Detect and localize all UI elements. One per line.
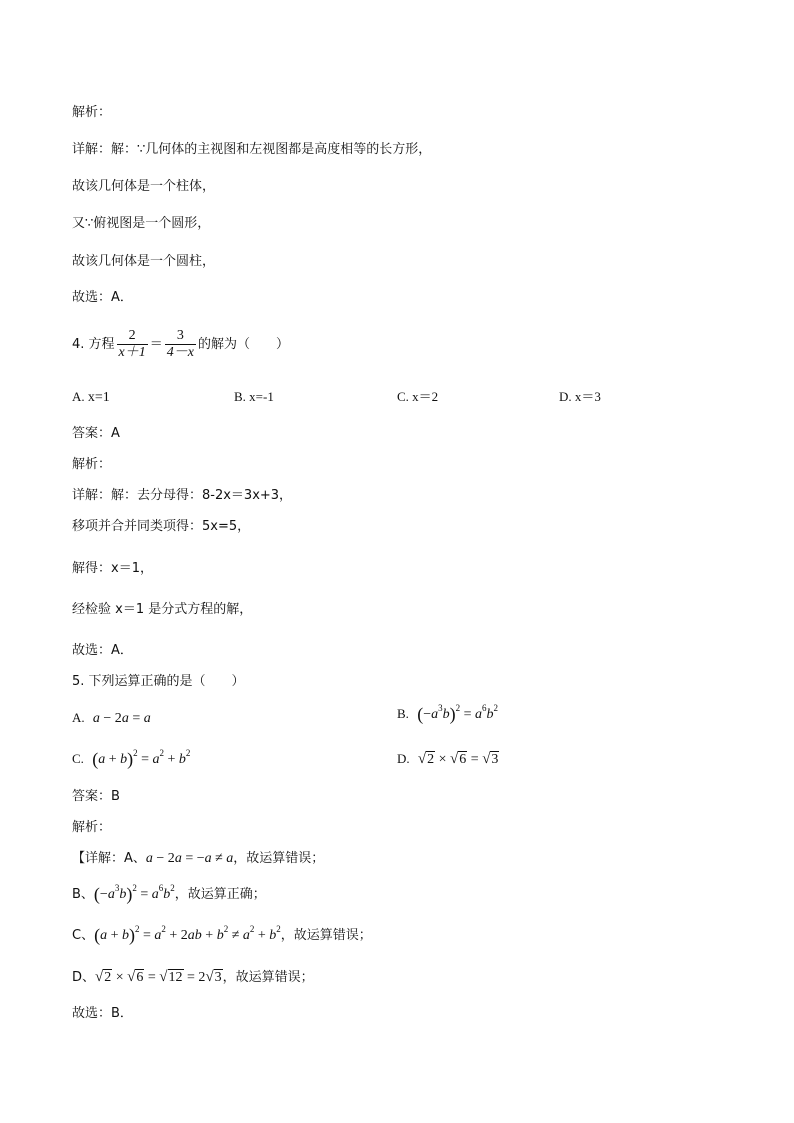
question-4-stem xyxy=(72,326,289,363)
q5-option-a: A. a − 2a = a xyxy=(72,710,151,726)
q5-option-c: C. $(a + b)^2 = a^2 + b^2$ xyxy=(72,748,191,769)
q4-option-b-value: x=-1 xyxy=(249,389,274,404)
detail-5-a: 【详解：A、a − 2a = −a ≠ a，故运算错误； xyxy=(72,851,325,866)
detail-5-b: B、$(-a^3b)^2 = a^6b^2$，故运算正确； xyxy=(72,883,266,904)
answer-5: 答案：B xyxy=(72,789,120,804)
q4-option-c-label: C. xyxy=(397,389,409,404)
detail-5-d: D、√2 × √6 = √12 = 2√3，故运算错误； xyxy=(72,969,314,985)
q5-option-a-label: A. xyxy=(72,710,85,725)
detail-5-d-tail: ，故运算错误； xyxy=(222,970,314,985)
q4-option-a xyxy=(72,388,110,407)
choice-4: 故选：A． xyxy=(72,643,133,658)
q5-option-d: D. √2 × √6 = √3 xyxy=(397,751,499,767)
q4-number: 4. 方程 xyxy=(72,337,115,352)
q4-option-d-value: x＝3 xyxy=(574,389,601,404)
analysis-label-3: 解析： xyxy=(72,105,112,120)
q4-frac2-denominator: 4－x xyxy=(166,345,194,360)
q4-option-d xyxy=(559,388,601,406)
q4-fraction-1 xyxy=(117,328,148,361)
detail-5-a-prefix: 【详解：A、 xyxy=(72,851,146,866)
detail-5-c-tail: ，故运算错误； xyxy=(280,928,372,943)
detail-4-line3: 解得：x＝1， xyxy=(72,561,153,576)
q4-frac1-denominator: x＋1 xyxy=(118,345,146,360)
analysis-label-5: 解析： xyxy=(72,820,112,835)
detail-3-line3: 又∵俯视图是一个圆形， xyxy=(72,216,211,231)
detail-5-a-tail: ，故运算错误； xyxy=(233,851,325,866)
detail-4-line1: 详解：解：去分母得：8-2x＝3x+3， xyxy=(72,488,293,503)
detail-4-line2: 移项并合并同类项得：5x=5， xyxy=(72,519,251,534)
detail-5-b-prefix: B、 xyxy=(72,887,94,902)
q4-frac2-numerator: 3 xyxy=(176,328,184,343)
detail-4-line4: 经检验 x＝1 是分式方程的解， xyxy=(72,602,253,617)
detail-5-b-tail: ，故运算正确； xyxy=(174,887,266,902)
q4-fraction-2 xyxy=(165,328,196,361)
q4-frac1-numerator: 2 xyxy=(128,328,136,343)
q4-option-d-label: D. xyxy=(559,389,572,404)
q4-option-c xyxy=(397,388,438,406)
q4-option-b-label: B. xyxy=(234,389,246,404)
analysis-label-4: 解析： xyxy=(72,457,112,472)
q5-option-d-label: D. xyxy=(397,751,410,766)
q4-equals: ＝ xyxy=(149,336,163,351)
q5-option-b-label: B. xyxy=(397,706,409,721)
q5-option-c-label: C. xyxy=(72,751,84,766)
detail-5-d-prefix: D、 xyxy=(72,970,96,985)
q5-option-b: B. $(-a^3b)^2 = a^6b^2$ xyxy=(397,703,498,724)
detail-5-c-prefix: C、 xyxy=(72,928,95,943)
q4-option-a-value: x=1 xyxy=(87,390,110,405)
detail-3-line1: 详解：解：∵几何体的主视图和左视图都是高度相等的长方形， xyxy=(72,142,432,157)
q4-option-b xyxy=(234,388,274,406)
answer-4: 答案：A xyxy=(72,426,120,441)
choice-3: 故选：A． xyxy=(72,290,133,305)
detail-3-line4: 故该几何体是一个圆柱， xyxy=(72,254,216,269)
choice-5: 故选：B． xyxy=(72,1006,133,1021)
q4-option-c-value: x＝2 xyxy=(412,389,439,404)
question-5-stem: 5. 下列运算正确的是（ ） xyxy=(72,674,245,689)
detail-5-c: C、$(a + b)^2 = a^2 + 2ab + b^2 \ne a^2 + b^2$，故运算错误； xyxy=(72,924,372,945)
detail-3-line2: 故该几何体是一个柱体， xyxy=(72,179,216,194)
q4-option-a-label: A. xyxy=(72,389,85,404)
q4-tail: 的解为（ ） xyxy=(198,337,290,352)
